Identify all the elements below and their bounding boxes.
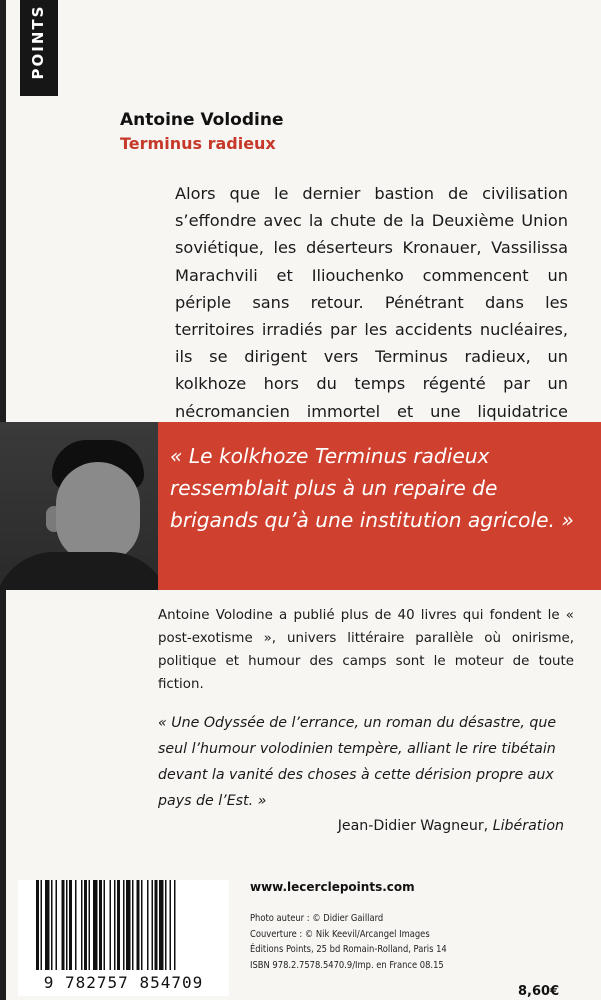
barcode-bar	[56, 880, 58, 970]
price: 8,60€	[518, 984, 560, 999]
book-excerpt-quote: « Le kolkhoze Terminus radieux ressemblait plus à un repaire de brigands qu’à une institution agricole. »	[170, 444, 574, 532]
author-bio: Antoine Volodine a publié plus de 40 livres qui fondent le « post-exotisme », univers littéraire parallèle où onirisme, politique et humour des camps sont le moteur de toute fiction.	[158, 608, 574, 692]
synopsis: Alors que le dernier bastion de civilisation s’effondre avec la chute de la Deuxième Union soviétique, les déserteurs Kronauer, Vassilissa Marachvili et Iliouchenko commencent un périple sans retour. Pénétrant dans les territoires irradiés par les accidents nucléaires, ils se dirigent vers Terminus radieux, un kolkhoze hors du temps régenté par un nécromancien immortel et une liquidatrice	[175, 184, 568, 421]
barcode-graphic	[36, 880, 220, 970]
review-critic: Jean-Didier Wagneur,	[337, 818, 489, 834]
barcode-bar	[104, 880, 106, 970]
barcode-bar	[62, 880, 65, 970]
barcode-bar	[114, 880, 116, 970]
barcode-bar	[51, 880, 53, 970]
press-review-attribution	[298, 818, 564, 834]
barcode-bar	[155, 880, 158, 970]
publisher-website: www.lecerclepoints.com	[250, 880, 415, 894]
credit-line: Éditions Points, 25 bd Romain-Rolland, Paris 14	[250, 944, 447, 956]
author-name: Antoine Volodine	[120, 110, 284, 130]
barcode-bar	[126, 880, 131, 970]
barcode-bar	[152, 880, 154, 970]
book-title: Terminus radieux	[120, 134, 276, 153]
credit-line: Couverture : © Nik Keevil/Arcangel Images	[250, 928, 430, 940]
barcode-bar	[174, 880, 176, 970]
barcode-number: 9 782757 854709	[43, 973, 204, 992]
barcode-bar	[170, 880, 172, 970]
barcode-bar	[93, 880, 98, 970]
publisher-logo-text: POINTS	[29, 4, 47, 80]
barcode-bar	[165, 880, 167, 970]
publisher-logo	[20, 0, 58, 96]
barcode-bar	[117, 880, 120, 970]
barcode-bar	[75, 880, 77, 970]
barcode-bar	[99, 880, 102, 970]
barcode-bar	[159, 880, 164, 970]
credit-line: Photo auteur : © Didier Gaillard	[250, 913, 384, 924]
barcode-panel	[18, 880, 229, 996]
barcode-bar	[132, 880, 134, 970]
barcode-bar	[41, 880, 43, 970]
barcode-bar	[81, 880, 83, 970]
press-review-quote: « Une Odyssée de l’errance, un roman du désastre, que seul l’humour volodinien tempère, alliant le rire tibétain devant la vanité des choses à cette dérision propre aux pays de l’Est. »	[158, 715, 557, 809]
barcode-bar	[84, 880, 87, 970]
barcode-bar	[69, 880, 72, 970]
barcode-bar	[89, 880, 91, 970]
author-photo	[0, 422, 158, 590]
review-source: Libération	[492, 818, 564, 834]
barcode-bar	[123, 880, 125, 970]
barcode-bar	[66, 880, 68, 970]
credits-block	[250, 911, 510, 973]
barcode-bar	[110, 880, 112, 970]
barcode-bar	[36, 880, 39, 970]
credit-line: ISBN 978.2.7578.5470.9/Imp. en France 08.15	[250, 959, 444, 971]
barcode-bar	[147, 880, 149, 970]
barcode-bar	[141, 880, 143, 970]
barcode-bar	[45, 880, 50, 970]
barcode-bar	[137, 880, 140, 970]
